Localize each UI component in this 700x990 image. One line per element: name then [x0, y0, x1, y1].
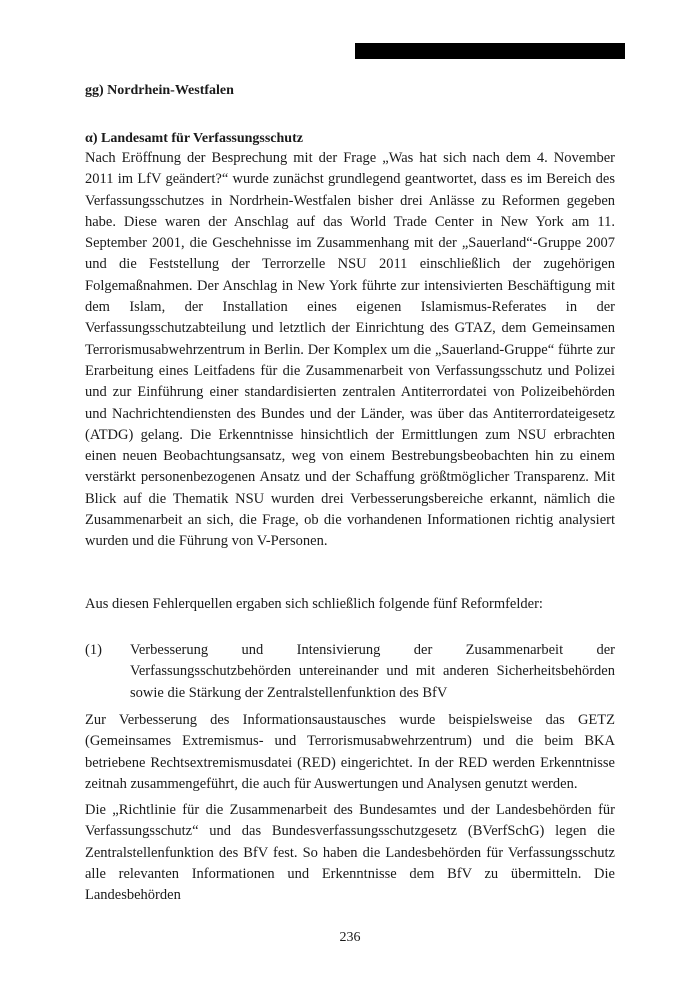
subsection-heading: α) Landesamt für Verfassungsschutz	[85, 131, 303, 146]
page-number: 236	[339, 930, 361, 945]
paragraph-reform-fields: Aus diesen Fehlerquellen ergaben sich schließlich folgende fünf Reformfelder:	[85, 596, 543, 612]
list-item-number: (1)	[85, 642, 102, 658]
paragraph-information-exchange: Zur Verbesserung des Informationsaustausches wurde beispielsweise das GETZ (Gemeinsames Extremismus- und Terrorismusabwehrzentrum) und die beim BKA betriebene Rechtsextremismusdatei (RED) eingerichtet. In der RED werden Erkenntnisse zeitnah zusammengeführt, die auch für Auswertungen und Analysen genutzt werden.	[85, 712, 615, 792]
paragraph-guideline: Die „Richtlinie für die Zusammenarbeit des Bundesamtes und der Landesbehörden für Verfassungsschutz“ und das Bundesverfassungsschutzgesetz (BVerfSchG) legen die Zentralstellenfunktion des BfV fest. So haben die Landesbehörden für Verfassungsschutz alle relevanten Informationen und Erkenntnisse dem BfV zu übermitteln. Die Landesbehörden	[85, 802, 615, 904]
redaction-bar	[355, 43, 625, 59]
paragraph-intro: Nach Eröffnung der Besprechung mit der Frage „Was hat sich nach dem 4. November 2011 im LfV geändert?“ wurde zunächst grundlegend geantwortet, dass es im Bereich des Verfassungsschutzes in Nordrhein-Westfalen bisher drei Anlässe zu Reformen gegeben habe. Diese waren der Anschlag auf das World Trade Center in New York am 11. September 2001, die Geschehnisse im Zusammenhang mit der „Sauerland“-Gruppe 2007 und die Feststellung der Terrorzelle NSU 2011 einschließlich der zugehörigen Folgemaßnahmen. Der Anschlag in New York führte zur intensivierten Beschäftigung mit dem Islam, der Installation eines eigenen Islamismus-Referates in der Verfassungsschutzabteilung und letztlich der Einrichtung des GTAZ, dem Gemeinsamen Terrorismusabwehrzentrum in Berlin. Der Komplex um die „Sauerland-Gruppe“ führte zur Erarbeitung eines Leitfadens für die Zusammenarbeit von Verfassungsschutz und Polizei und zur Einführung einer standardisierten zentralen Antiterrordatei von Polizeibehörden und Nachrichtendiensten des Bundes und der Länder, was über das Antiterrordateigesetz (ATDG) gelang. Die Erkenntnisse hinsichtlich der Ermittlungen zum NSU erbrachten einen neuen Beobachtungsansatz, weg von einem Bestrebungsbeobachten hin zu einem verstärkt personenbezogenen Ansatz und der Schaffung größtmöglicher Transparenz. Mit Blick auf die Thematik NSU wurden drei Verbesserungsbereiche erkannt, nämlich die Zusammenarbeit an sich, die Frage, ob die vorhandenen Informationen richtig analysiert wurden und die Führung von V-Personen.	[85, 150, 615, 550]
section-heading: gg) Nordrhein-Westfalen	[85, 83, 234, 98]
list-item-text: Verbesserung und Intensivierung der Zusammenarbeit der Verfassungsschutzbehörden untereinander und mit anderen Sicherheitsbehörden sowie die Stärkung der Zentralstellenfunktion des BfV	[130, 642, 615, 701]
